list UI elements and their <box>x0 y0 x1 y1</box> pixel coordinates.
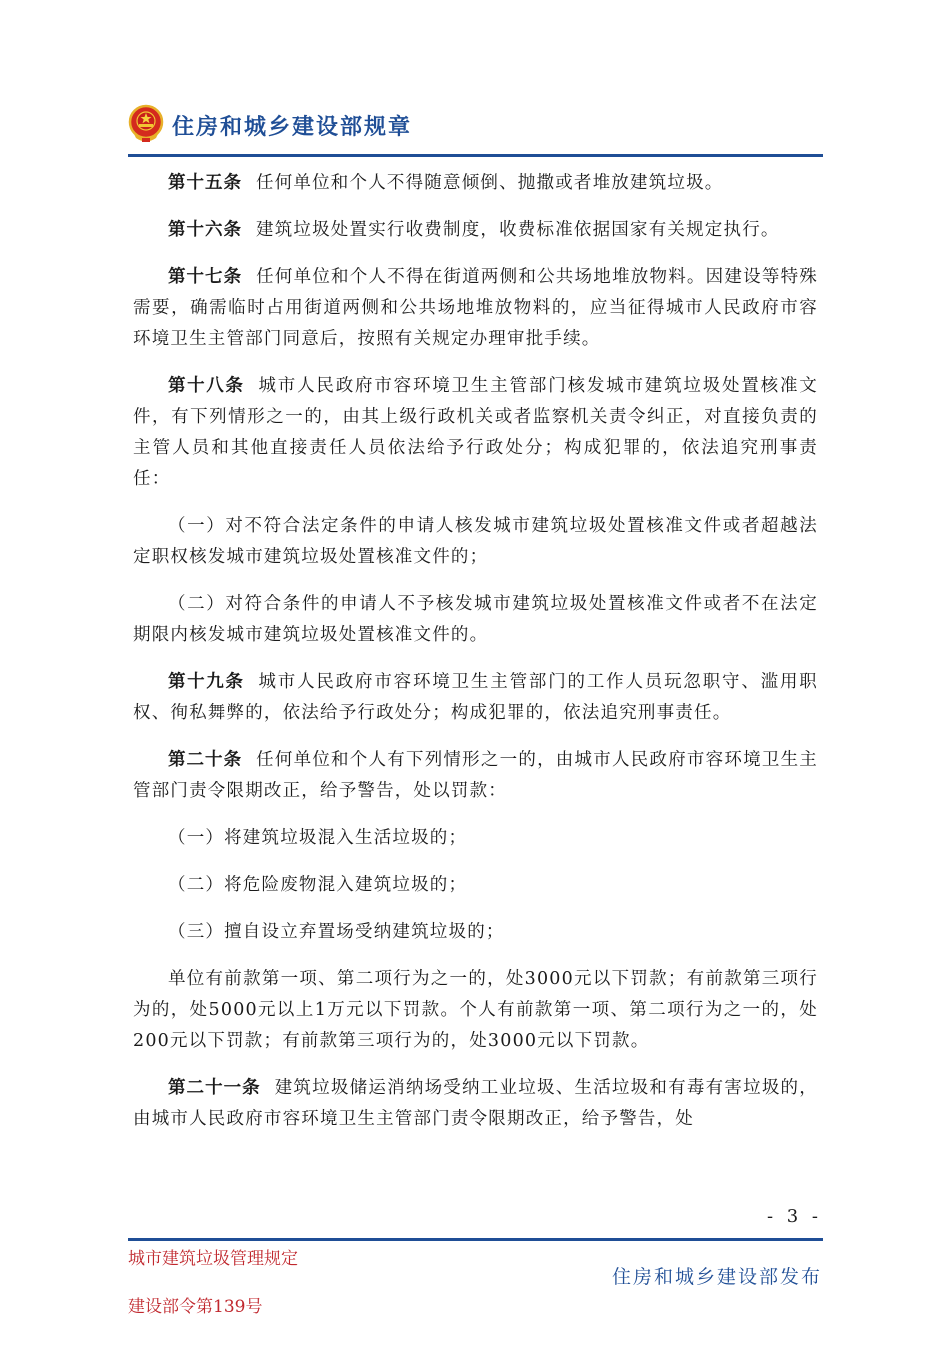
article-text: 任何单位和个人不得在街道两侧和公共场地堆放物料。因建设等特殊需要，确需临时占用街道两侧和公共场地堆放物料的，应当征得城市人民政府市容环境卫生主管部门同意后，按照有关规定办理审批手续。 <box>133 267 819 349</box>
article-label: 第十五条 <box>168 173 242 193</box>
article-label: 第十六条 <box>168 220 242 240</box>
document-body <box>133 168 818 1151</box>
item-text: （二）将危险废物混入建筑垃圾的； <box>168 875 468 895</box>
footer-doc-info <box>128 1248 298 1318</box>
item-text: （一）将建筑垃圾混入生活垃圾的； <box>168 828 468 848</box>
article-text: 城市人民政府市容环境卫生主管部门的工作人员玩忽职守、滥用职权、徇私舞弊的，依法给予行政处分；构成犯罪的，依法追究刑事责任。 <box>133 672 818 723</box>
footer-divider <box>128 1238 823 1241</box>
article-21 <box>133 1073 818 1135</box>
article-18-item-1 <box>133 511 818 573</box>
footer-doc-number: 建设部令第139号 <box>128 1297 263 1317</box>
article-19 <box>133 667 818 729</box>
item-text: （三）擅自设立弃置场受纳建筑垃圾的； <box>168 922 505 942</box>
page-header <box>128 104 823 156</box>
article-20-penalty <box>133 964 818 1057</box>
article-18-item-2 <box>133 589 818 651</box>
header-title: 住房和城乡建设部规章 <box>172 115 413 140</box>
item-text: （一）对不符合法定条件的申请人核发城市建筑垃圾处置核准文件或者超越法定职权核发城市建筑垃圾处置核准文件的； <box>133 516 818 567</box>
article-20-item-3 <box>133 917 818 948</box>
item-text: （二）对符合条件的申请人不予核发城市建筑垃圾处置核准文件或者不在法定期限内核发城市建筑垃圾处置核准文件的。 <box>133 594 818 645</box>
article-17 <box>133 262 818 355</box>
article-text: 建筑垃圾储运消纳场受纳工业垃圾、生活垃圾和有毒有害垃圾的，由城市人民政府市容环境卫生主管部门责令限期改正，给予警告，处 <box>133 1078 818 1129</box>
article-text: 任何单位和个人有下列情形之一的，由城市人民政府市容环境卫生主管部门责令限期改正，给予警告，处以罚款： <box>133 750 819 801</box>
article-16 <box>133 215 818 246</box>
article-text: 建筑垃圾处置实行收费制度，收费标准依据国家有关规定执行。 <box>256 220 780 240</box>
article-15 <box>133 168 818 199</box>
article-20-item-1 <box>133 823 818 854</box>
article-20 <box>133 745 818 807</box>
article-text: 任何单位和个人不得随意倾倒、抛撒或者堆放建筑垃圾。 <box>256 173 724 193</box>
footer-doc-title: 城市建筑垃圾管理规定 <box>128 1249 298 1269</box>
item-text: 单位有前款第一项、第二项行为之一的，处3000元以下罚款；有前款第三项行为的，处5000元以上1万元以下罚款。个人有前款第一项、第二项行为之一的，处200元以下罚款；有前款第三项行为的，处3000元以下罚款。 <box>133 969 818 1051</box>
article-label: 第二十一条 <box>168 1078 261 1098</box>
article-label: 第十八条 <box>168 376 245 396</box>
header-divider <box>128 154 823 157</box>
article-18 <box>133 371 818 495</box>
footer-publisher: 住房和城乡建设部发布 <box>611 1266 822 1288</box>
article-label: 第二十条 <box>168 750 243 770</box>
article-20-item-2 <box>133 870 818 901</box>
article-label: 第十九条 <box>168 672 245 692</box>
national-emblem-icon <box>128 104 164 144</box>
article-text: 城市人民政府市容环境卫生主管部门核发城市建筑垃圾处置核准文件，有下列情形之一的，由其上级行政机关或者监察机关责令纠正，对直接负责的主管人员和其他直接责任人员依法给予行政处分；构成犯罪的，依法追究刑事责任： <box>133 376 818 489</box>
page-number: - 3 - <box>766 1206 822 1227</box>
article-label: 第十七条 <box>168 267 243 287</box>
